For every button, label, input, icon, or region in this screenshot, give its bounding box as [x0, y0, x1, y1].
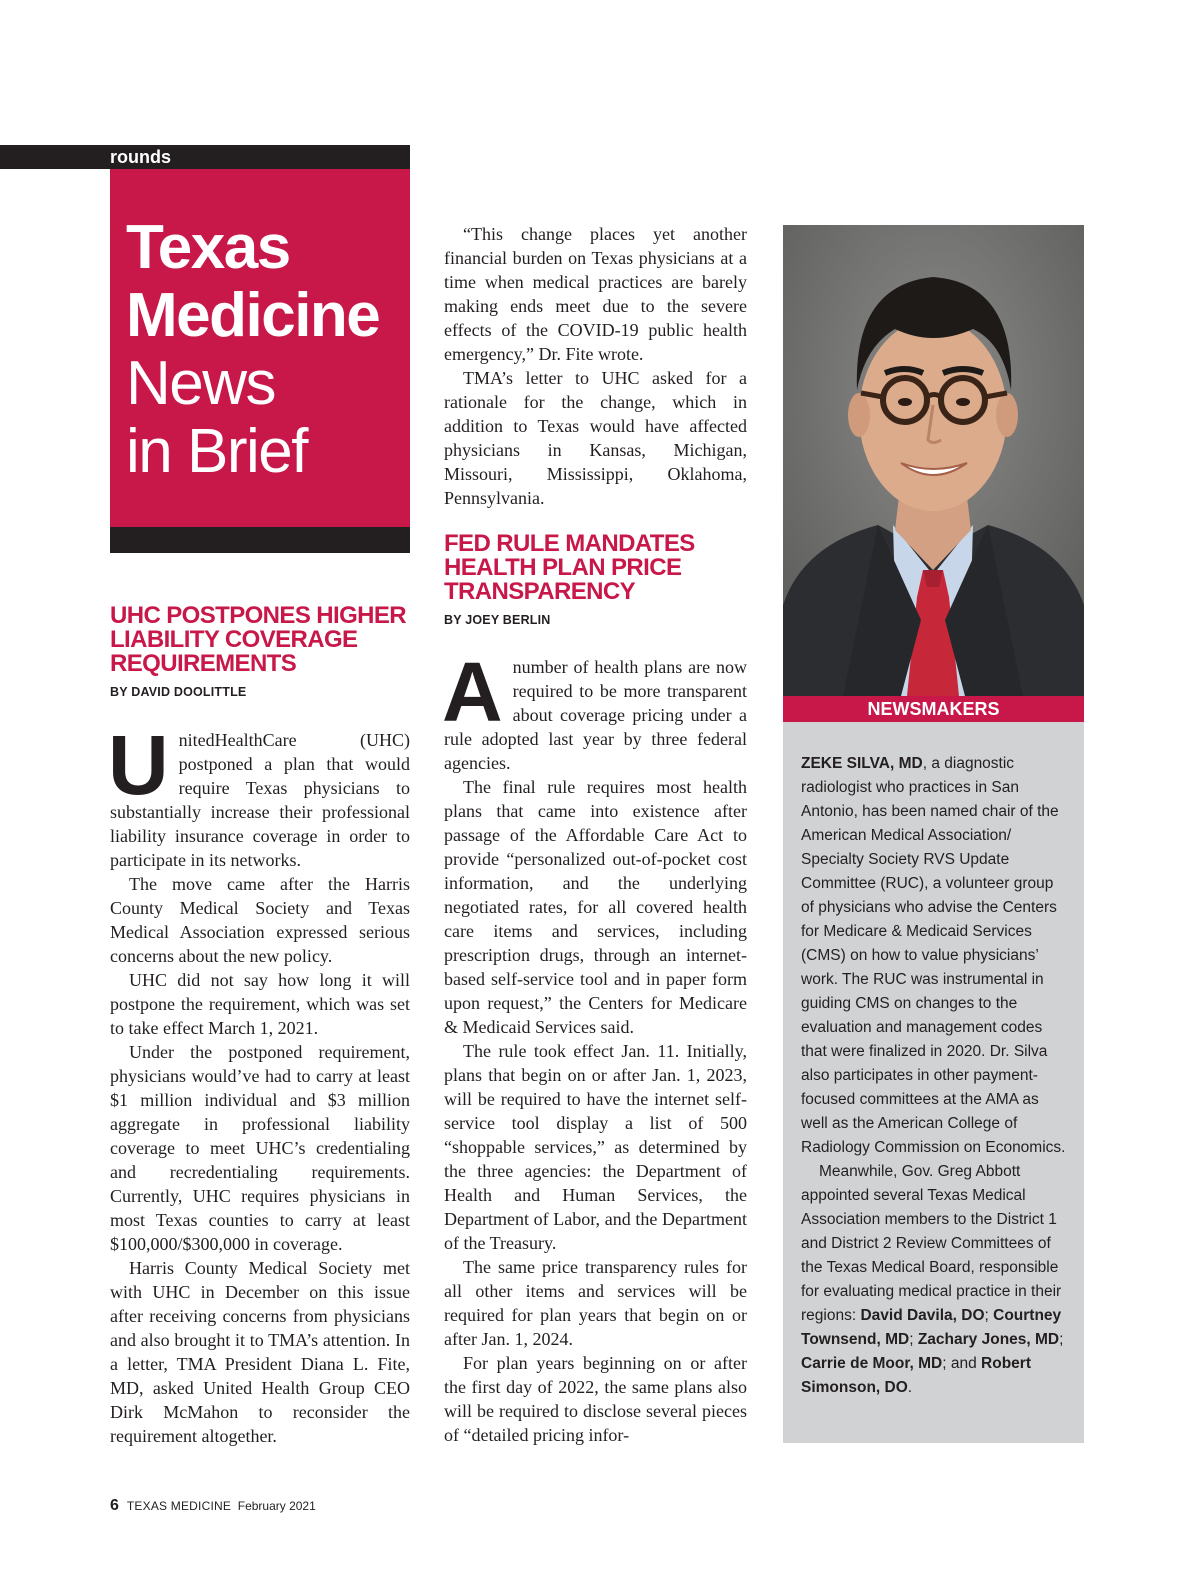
title-line-1: Texas	[126, 213, 290, 282]
page-title	[126, 214, 406, 486]
appointee-name: Zachary Jones, MD	[917, 1331, 1060, 1348]
article2-paragraph: The same price transparency rules for all other items and services will be required for plan years that begin on or after Jan. 1, 2024.	[444, 1257, 747, 1349]
article2-headline: FED RULE MANDATES HEALTH PLAN PRICE TRANSPARENCY	[444, 530, 695, 605]
title-line-3: News	[126, 349, 276, 418]
article1-paragraph: UnitedHealthCare (UHC) postponed a plan that would require Texas physicians to substantially increase their professional liability insurance coverage in order to participate in its networks.	[108, 718, 410, 870]
newsmaker-name: ZEKE SILVA, MD	[801, 755, 923, 772]
page-footer	[110, 1497, 316, 1515]
article1-paragraph: Under the postponed requirement, physicians would’ve had to carry at least $1 million individual and $3 million aggregate in professional liability coverage to meet UHC’s credentialing and recredentialing requirements. Currently, UHC requires physicians in most Texas counties to carry at least $100,000/$300,000 in coverage.	[110, 1042, 410, 1254]
appointee-name: Courtney Townsend, MD	[801, 1307, 1062, 1348]
page-number: 6	[110, 1497, 119, 1514]
dropcap: U	[108, 718, 169, 812]
article2-paragraph: The final rule requires most health plans that came into existence after passage of the Affordable Care Act to provide “personalized out-of-pocket cost information, and the underlying negotiated rates, for all covered health care items and services, including prescription drugs, through an internet-based self-service tool and in paper form upon request,” the Centers for Medicare & Medicaid Services said.	[444, 777, 747, 1037]
appointee-name: Carrie de Moor, MD	[801, 1355, 943, 1372]
article1-paragraph: Harris County Medical Society met with UHC in December on this issue after receiving concerns from physicians and also brought it to TMA’s attention. In a letter, TMA President Diana L. Fite, MD, asked United Health Group CEO Dirk McMahon to reconsider the requirement altogether.	[110, 1258, 410, 1446]
portrait-photo	[783, 225, 1084, 696]
portrait-illustration	[783, 225, 1084, 696]
article1-paragraph: “This change places yet another financial burden on Texas physicians at a time when medical practices are barely making ends meet due to the severe effects of the COVID-19 public health emergency,” Dr. Fite wrote.	[444, 224, 747, 364]
newsmakers-paragraph: ZEKE SILVA, MD, a diagnostic radiologist who practices in San Antonio, has been named chair of the American Medical Association/ Specialty Society RVS Update Committee (RUC), a volunteer group of physicians who advise the Centers for Medicare & Medicaid Services (CMS) on how to value physicians’ work. The RUC was instrumental in guiding CMS on changes to the evaluation and management codes that were finalized in 2020. Dr. Silva also participates in other payment-focused committees at the AMA as well as the American College of Radiology Commission on Economics.	[801, 755, 1066, 1156]
dropcap: A	[442, 645, 503, 739]
appointee-name: Robert Simonson, DO	[801, 1355, 1031, 1396]
article1-paragraph: UHC did not say how long it will postpone the requirement, which was set to take effect March 1, 2021.	[110, 970, 410, 1038]
article2-paragraph: The rule took effect Jan. 11. Initially, plans that begin on or after Jan. 1, 2023, will be required to have the internet self-service tool display a list of 500 “shoppable services,” as determined by the three agencies: the Department of Health and Human Services, the Department of Labor, and the Department of the Treasury.	[444, 1041, 747, 1253]
article1-paragraph: TMA’s letter to UHC asked for a rationale for the change, which in addition to Texas would have affected physicians in Kansas, Michigan, Missouri, Mississippi, Oklahoma, Pennsylvania.	[444, 368, 747, 508]
magazine-name: TEXAS MEDICINE	[126, 1499, 232, 1513]
title-line-4: in Brief	[126, 417, 307, 486]
article1-headline: UHC POSTPONES HIGHER LIABILITY COVERAGE REQUIREMENTS	[110, 602, 407, 677]
article2-paragraph: Anumber of health plans are now required to be more transparent about coverage pricing under a rule adopted last year by three federal agencies.	[442, 645, 747, 773]
article2-paragraph: For plan years beginning on or after the first day of 2022, the same plans also will be required to disclose several pieces of “detailed pricing infor-	[444, 1353, 747, 1445]
article1-body	[108, 718, 410, 1448]
article2-byline: BY JOEY BERLIN	[444, 613, 551, 627]
title-line-2: Medicine	[126, 281, 380, 350]
article1-continued	[444, 222, 747, 510]
newsmakers-paragraph: Meanwhile, Gov. Greg Abbott appointed several Texas Medical Association members to the District 1 and District 2 Review Committees of the Texas Medical Board, responsible for evaluating medical practice in their regions: David Davila, DO; Courtney Townsend, MD; Zachary Jones, MD; Carrie de Moor, MD; and Robert Simonson, DO.	[801, 1163, 1064, 1396]
article2-body	[442, 645, 747, 1447]
issue-date: February 2021	[237, 1499, 316, 1513]
section-label: rounds	[110, 147, 171, 167]
appointee-name: David Davila, DO	[860, 1307, 985, 1324]
title-block-shadow	[110, 527, 410, 553]
section-bar	[0, 145, 410, 169]
newsmakers-label: NEWSMAKERS	[783, 696, 1084, 722]
article1-paragraph: The move came after the Harris County Medical Society and Texas Medical Association expressed serious concerns about the new policy.	[110, 874, 410, 966]
article1-byline: BY DAVID DOOLITTLE	[110, 685, 247, 699]
newsmakers-text	[801, 752, 1069, 1400]
